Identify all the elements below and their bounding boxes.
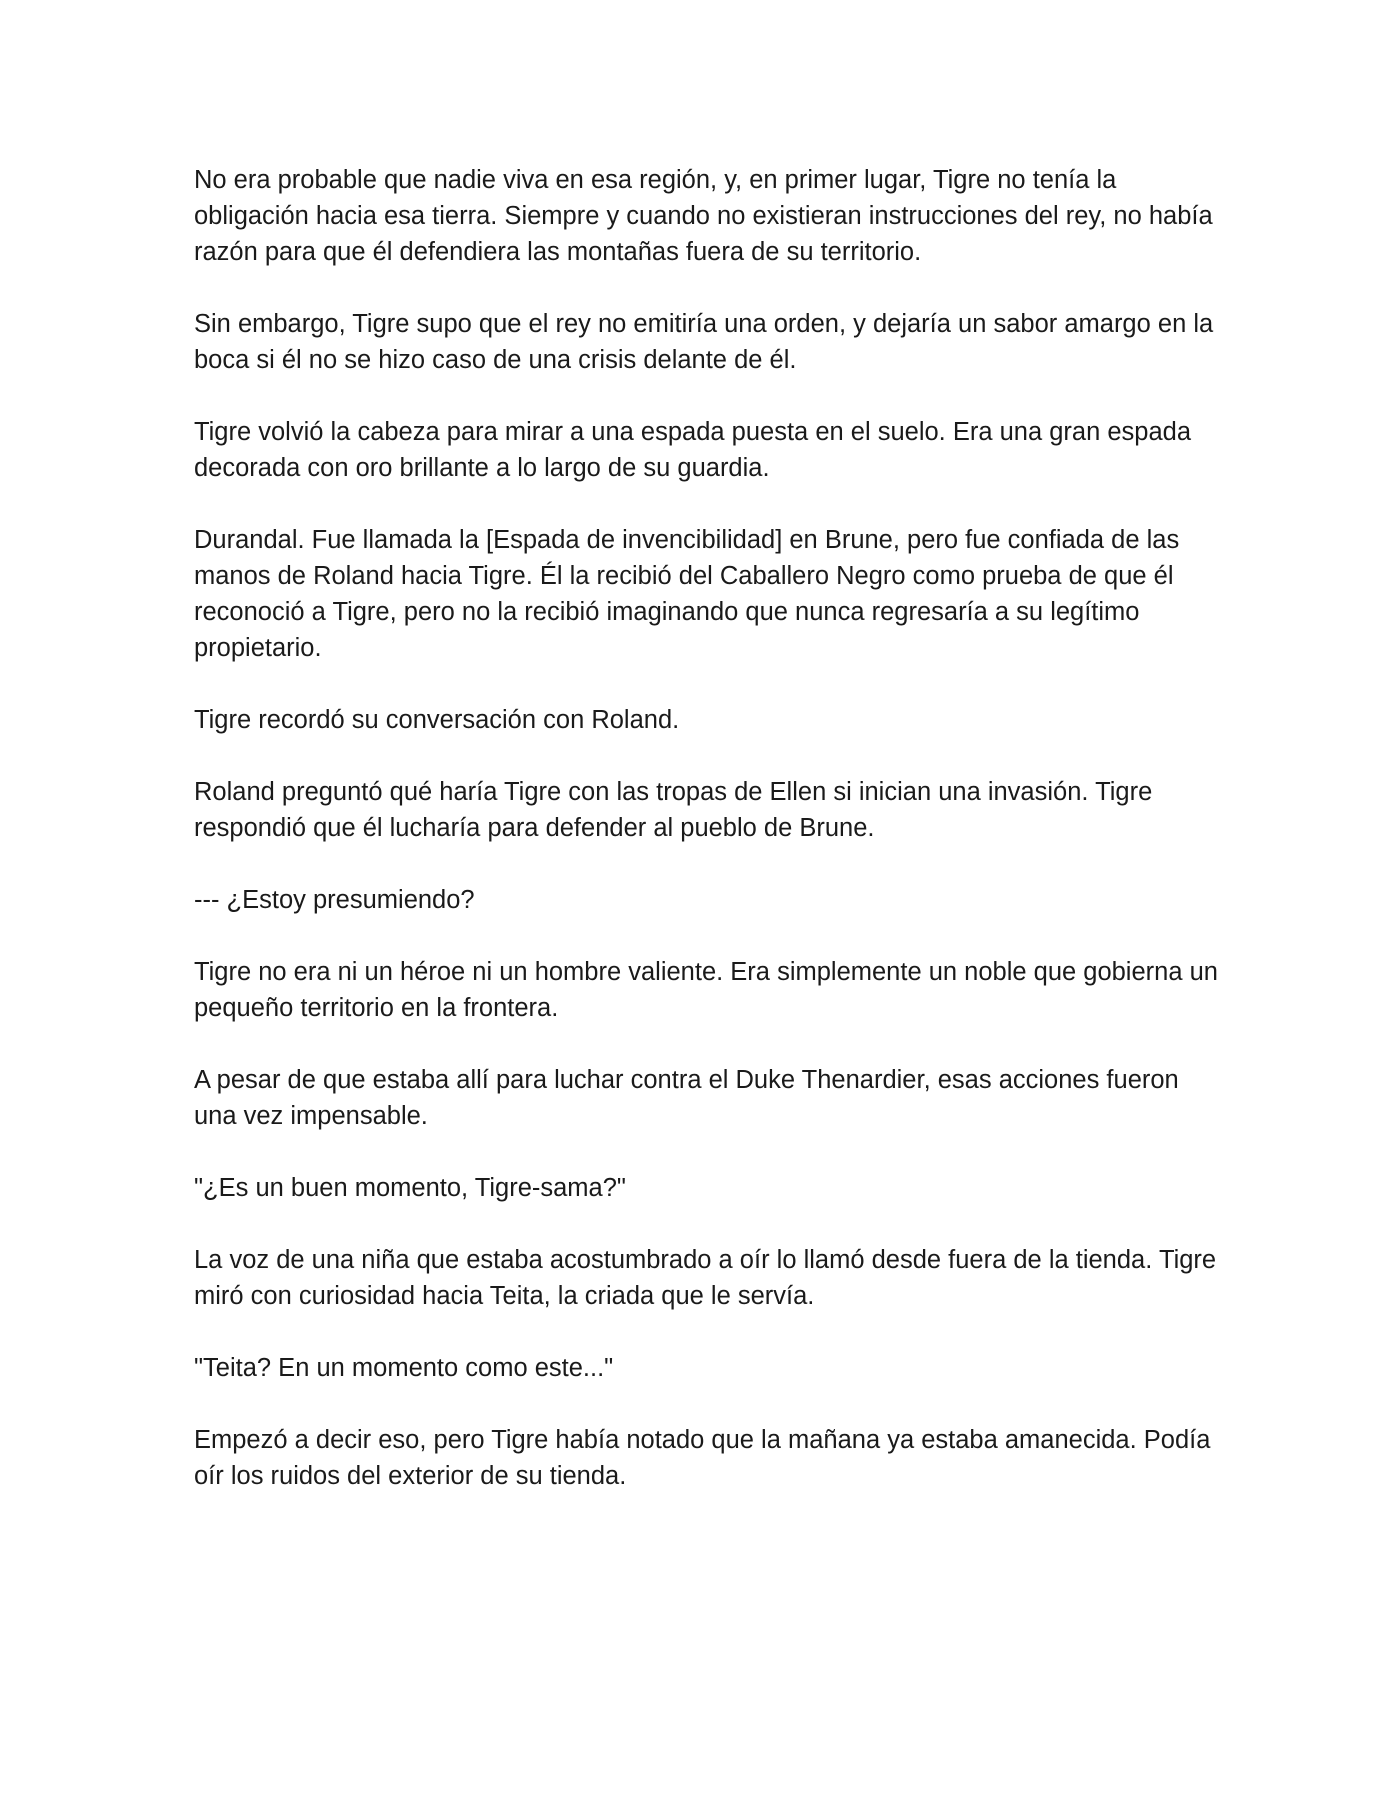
paragraph: Tigre recordó su conversación con Roland. [194,706,680,734]
paragraph: A pesar de que estaba allí para luchar contra el Duke Thenardier, esas acciones fueron una vez impensable. [194,1066,1179,1130]
paragraph: No era probable que nadie viva en esa región, y, en primer lugar, Tigre no tenía la obligación hacia esa tierra. Siempre y cuando no existieran instrucciones del rey, no había razón para que él defendiera las montañas fuera de su territorio. [194,166,1213,266]
paragraph: Durandal. Fue llamada la [Espada de invencibilidad] en Brune, pero fue confiada de las manos de Roland hacia Tigre. Él la recibió del Caballero Negro como prueba de que él reconoció a Tigre, pero no la recibió imaginando que nunca regresaría a su legítimo propietario. [194,526,1180,662]
paragraph: --- ¿Estoy presumiendo? [194,886,475,914]
paragraph: Roland preguntó qué haría Tigre con las tropas de Ellen si inician una invasión. Tigre respondió que él lucharía para defender al pueblo de Brune. [194,778,1153,842]
paragraph: Tigre volvió la cabeza para mirar a una espada puesta en el suelo. Era una gran espada decorada con oro brillante a lo largo de su guardia. [194,418,1192,482]
paragraph: Tigre no era ni un héroe ni un hombre valiente. Era simplemente un noble que gobierna un pequeño territorio en la frontera. [194,958,1218,1022]
paragraph: Sin embargo, Tigre supo que el rey no emitiría una orden, y dejaría un sabor amargo en la boca si él no se hizo caso de una crisis delante de él. [194,310,1214,374]
paragraph: La voz de una niña que estaba acostumbrado a oír lo llamó desde fuera de la tienda. Tigre miró con curiosidad hacia Teita, la criada que le servía. [194,1246,1217,1310]
paragraph: "Teita? En un momento como este..." [194,1354,614,1382]
paragraph: "¿Es un buen momento, Tigre-sama?" [194,1174,626,1202]
paragraph: Empezó a decir eso, pero Tigre había notado que la mañana ya estaba amanecida. Podía oír los ruidos del exterior de su tienda. [194,1426,1211,1490]
